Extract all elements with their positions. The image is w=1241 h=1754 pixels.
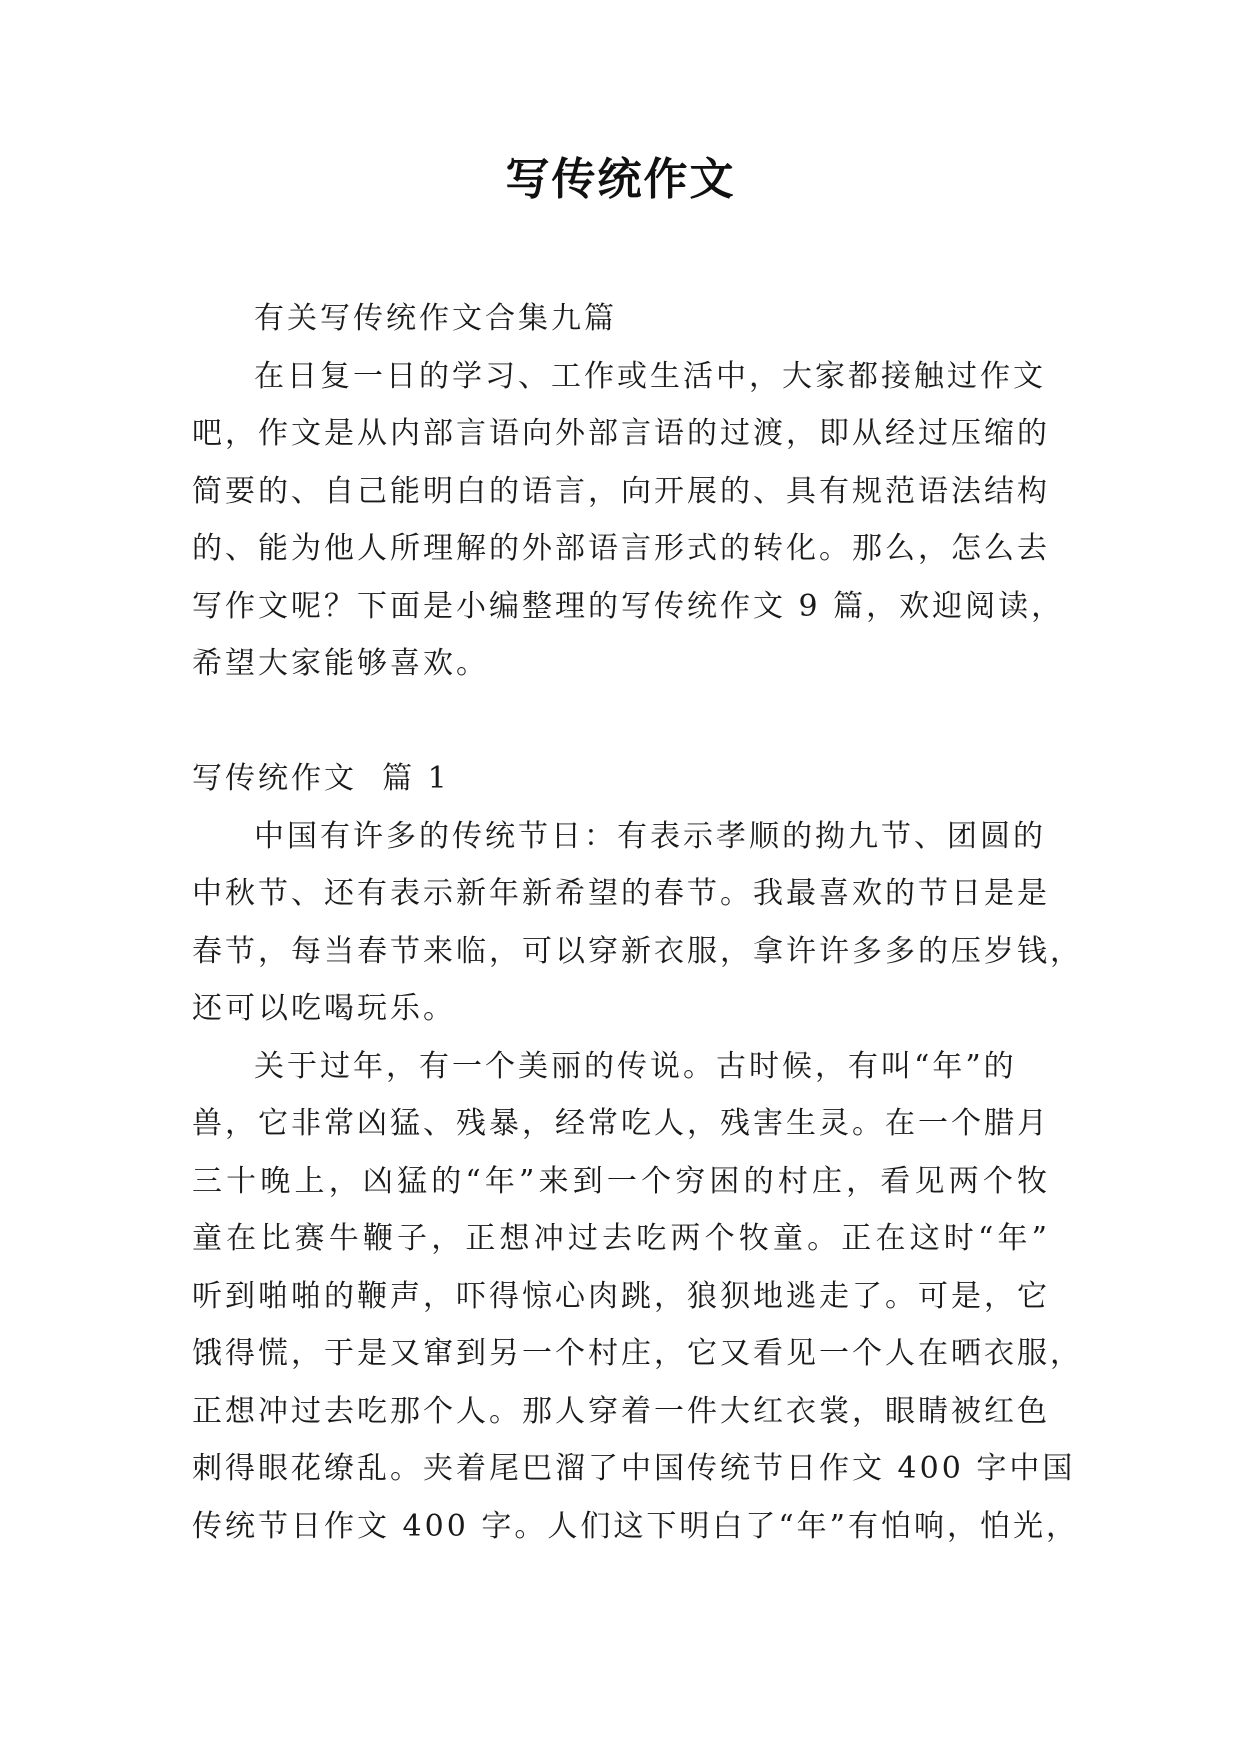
paragraph-line: 关于过年，有一个美丽的传说。古时候，有叫“年”的 [254,1048,1017,1084]
intro-line: 简要的、自己能明白的语言，向开展的、具有规范语法结构 [192,473,1050,509]
paragraph-line: 传统节日作文 400 字。人们这下明白了“年”有怕响，怕光， [192,1508,1080,1544]
intro-line: 在日复一日的学习、工作或生活中，大家都接触过作文 [254,358,1046,394]
paragraph-line: 童在比赛牛鞭子，正想冲过去吃两个牧童。正在这时“年” [192,1221,1050,1256]
document-subtitle: 有关写传统作文合集九篇 [254,301,617,336]
paragraph-line: 正想冲过去吃那个人。那人穿着一件大红衣裳，眼睛被红色 [192,1393,1050,1429]
paragraph-line: 春节，每当春节来临，可以穿新衣服，拿许许多多的压岁钱， [192,933,1083,969]
document-title: 写传统作文 [505,154,736,205]
paragraph-spacer [192,693,1050,751]
paragraph-line: 三十晚上，凶猛的“年”来到一个穷困的村庄，看见两个牧 [192,1163,1050,1199]
intro-line: 写作文呢？下面是小编整理的写传统作文 9 篇，欢迎阅读， [192,588,1065,624]
paragraph-line: 听到啪啪的鞭声，吓得惊心肉跳，狼狈地逃走了。可是，它 [192,1278,1050,1314]
document-body [192,290,1083,1555]
intro-line: 的、能为他人所理解的外部语言形式的转化。那么，怎么去 [192,531,1050,566]
paragraph-2 [192,1038,1083,1556]
intro-paragraph [192,348,1065,693]
paragraph-1 [192,808,1083,1038]
paragraph-line: 中国有许多的传统节日：有表示孝顺的拗九节、团圆的 [254,818,1046,854]
section-heading: 写传统作文 篇 1 [192,761,450,796]
paragraph-line: 刺得眼花缭乱。夹着尾巴溜了中国传统节日作文 400 字中国 [192,1451,1076,1486]
paragraph-line: 兽，它非常凶猛、残暴，经常吃人，残害生灵。在一个腊月 [192,1106,1050,1141]
intro-line: 吧，作文是从内部言语向外部言语的过渡，即从经过压缩的 [192,416,1050,451]
paragraph-line: 还可以吃喝玩乐。 [192,991,456,1026]
intro-line: 希望大家能够喜欢。 [192,646,489,681]
paragraph-line: 饿得慌，于是又窜到另一个村庄，它又看见一个人在晒衣服， [192,1336,1083,1371]
paragraph-line: 中秋节、还有表示新年新希望的春节。我最喜欢的节日是是 [192,876,1050,911]
